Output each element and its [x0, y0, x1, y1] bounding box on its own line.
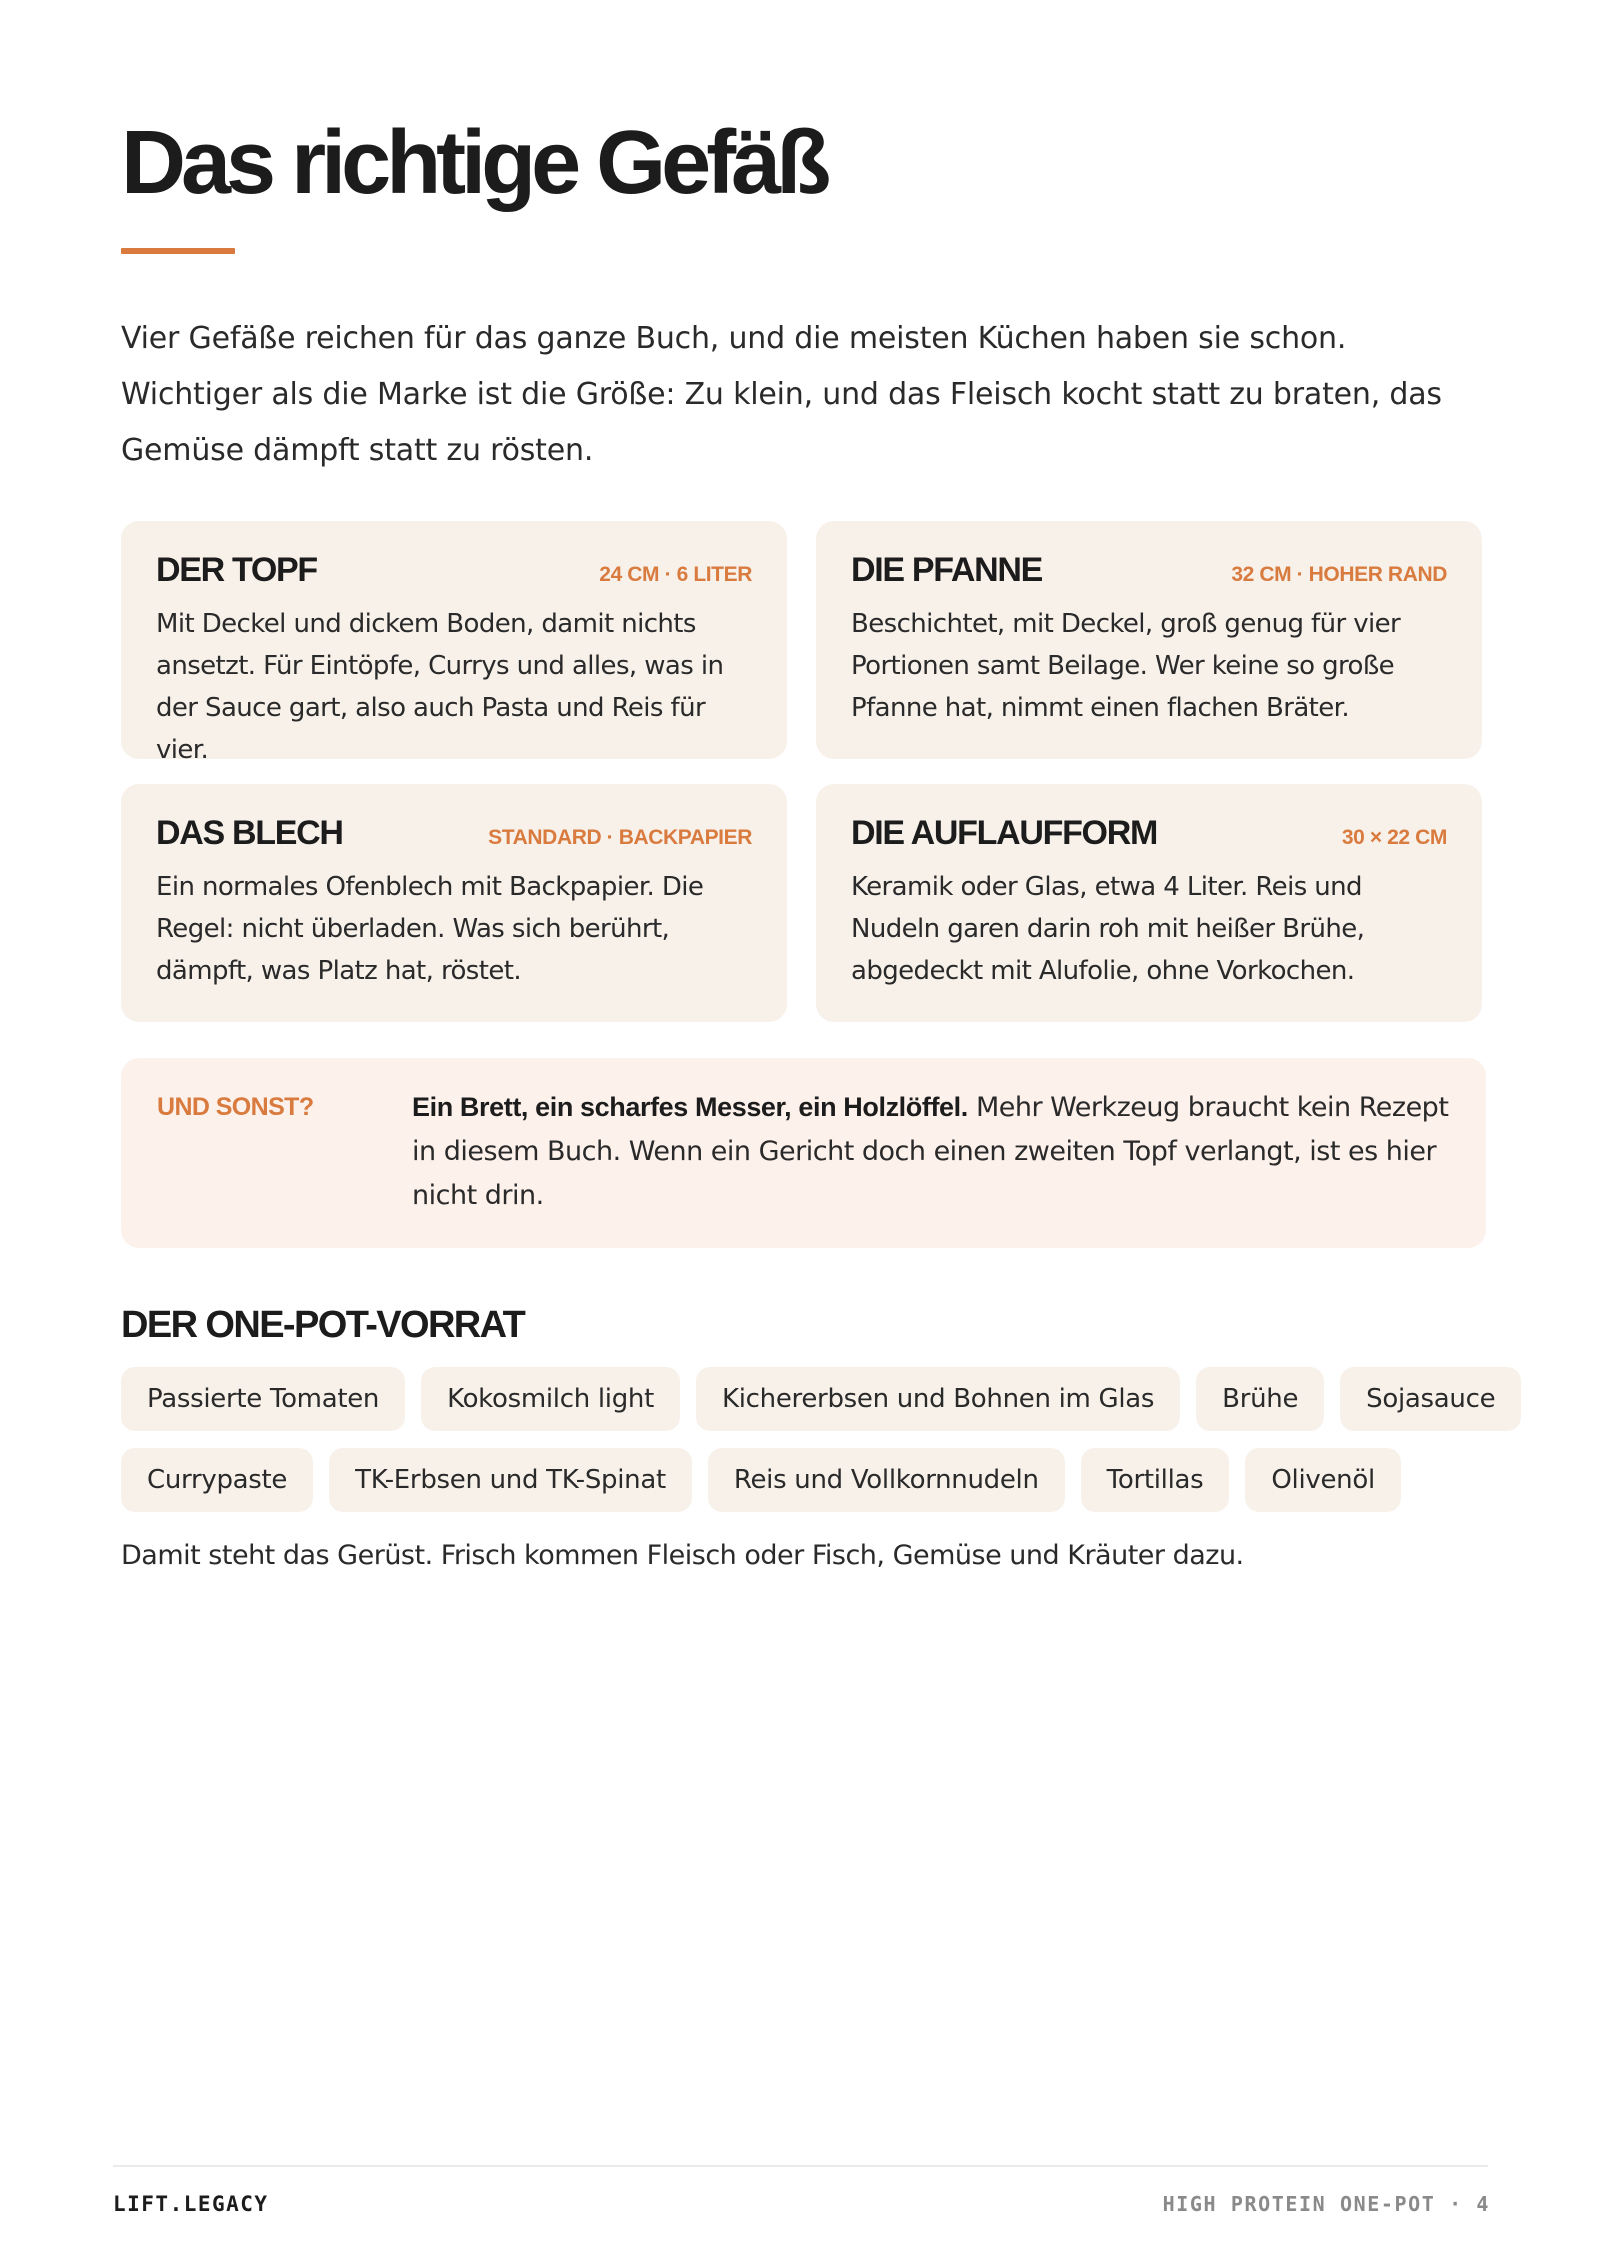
footer-page-number: HIGH PROTEIN ONE-POT · 4: [1162, 2192, 1490, 2216]
card-body: Beschichtet, mit Deckel, groß genug für vier Portionen samt Beilage. Wer keine so große Pfanne hat, nimmt einen flachen Bräter.: [851, 609, 1401, 723]
card-body: Ein normales Ofenblech mit Backpapier. Die Regel: nicht überladen. Was sich berührt, dämpft, was Platz hat, röstet.: [156, 872, 704, 986]
pantry-chip: Currypaste: [121, 1448, 313, 1512]
note-text: [412, 1085, 1457, 1218]
pantry-chip: Brühe: [1196, 1367, 1324, 1431]
card-meta: STANDARD · BACKPAPIER: [488, 826, 752, 849]
card-header: [156, 814, 752, 862]
pantry-chip: Kokosmilch light: [421, 1367, 680, 1431]
card-header: [156, 551, 752, 599]
card-meta: 32 CM · HOHER RAND: [1231, 563, 1447, 586]
note-label: UND SONST?: [157, 1093, 314, 1121]
card-topf: [121, 521, 787, 765]
card-header: [851, 551, 1447, 599]
footer-brand: LIFT.LEGACY: [113, 2192, 269, 2216]
card-title: DER TOPF: [156, 551, 317, 589]
pantry-chips: [121, 1367, 1521, 1529]
pantry-chip: Kichererbsen und Bohnen im Glas: [696, 1367, 1180, 1431]
pantry-chip: Passierte Tomaten: [121, 1367, 405, 1431]
card-title: DIE PFANNE: [851, 551, 1043, 589]
pantry-footnote: Damit steht das Gerüst. Frisch kommen Fleisch oder Fisch, Gemüse und Kräuter dazu.: [121, 1540, 1244, 1571]
card-pfanne: [816, 521, 1482, 759]
title-underline: [121, 248, 235, 254]
card-blech: [121, 784, 787, 1022]
pantry-chip: Sojasauce: [1340, 1367, 1521, 1431]
chip-row: [121, 1448, 1521, 1512]
intro-paragraph: Vier Gefäße reichen für das ganze Buch, und die meisten Küchen haben sie schon. Wichtiger als die Marke ist die Größe: Zu klein, und das Fleisch kocht statt zu braten, das Gemüse dämpft statt zu rösten.: [121, 321, 1442, 468]
pantry-title: DER ONE-POT-VORRAT: [121, 1304, 525, 1346]
card-header: [851, 814, 1447, 862]
card-title: DAS BLECH: [156, 814, 343, 852]
note-rest: Mehr Werkzeug braucht kein Rezept in diesem Buch. Wenn ein Gericht doch einen zweiten Topf verlangt, ist es hier nicht drin.: [412, 1092, 1449, 1211]
card-meta: 30 × 22 CM: [1341, 826, 1447, 849]
card-body: Mit Deckel und dickem Boden, damit nichts ansetzt. Für Eintöpfe, Currys und alles, was in der Sauce gart, also auch Pasta und Reis für vier.: [156, 609, 724, 765]
page-title: Das richtige Gefäß: [121, 113, 827, 213]
pantry-chip: TK-Erbsen und TK-Spinat: [329, 1448, 692, 1512]
note-bold: Ein Brett, ein scharfes Messer, ein Holzlöffel.: [412, 1092, 968, 1122]
footer-divider: [113, 2165, 1488, 2167]
chip-row: [121, 1367, 1521, 1431]
pantry-chip: Olivenöl: [1245, 1448, 1401, 1512]
card-title: DIE AUFLAUFFORM: [851, 814, 1157, 852]
card-auflaufform: [816, 784, 1482, 1022]
tools-note: [121, 1058, 1486, 1248]
pantry-chip: Tortillas: [1081, 1448, 1230, 1512]
card-body: Keramik oder Glas, etwa 4 Liter. Reis und Nudeln garen darin roh mit heißer Brühe, abgedeckt mit Alufolie, ohne Vorkochen.: [851, 872, 1365, 986]
card-meta: 24 CM · 6 LITER: [599, 563, 752, 586]
pantry-chip: Reis und Vollkornnudeln: [708, 1448, 1065, 1512]
